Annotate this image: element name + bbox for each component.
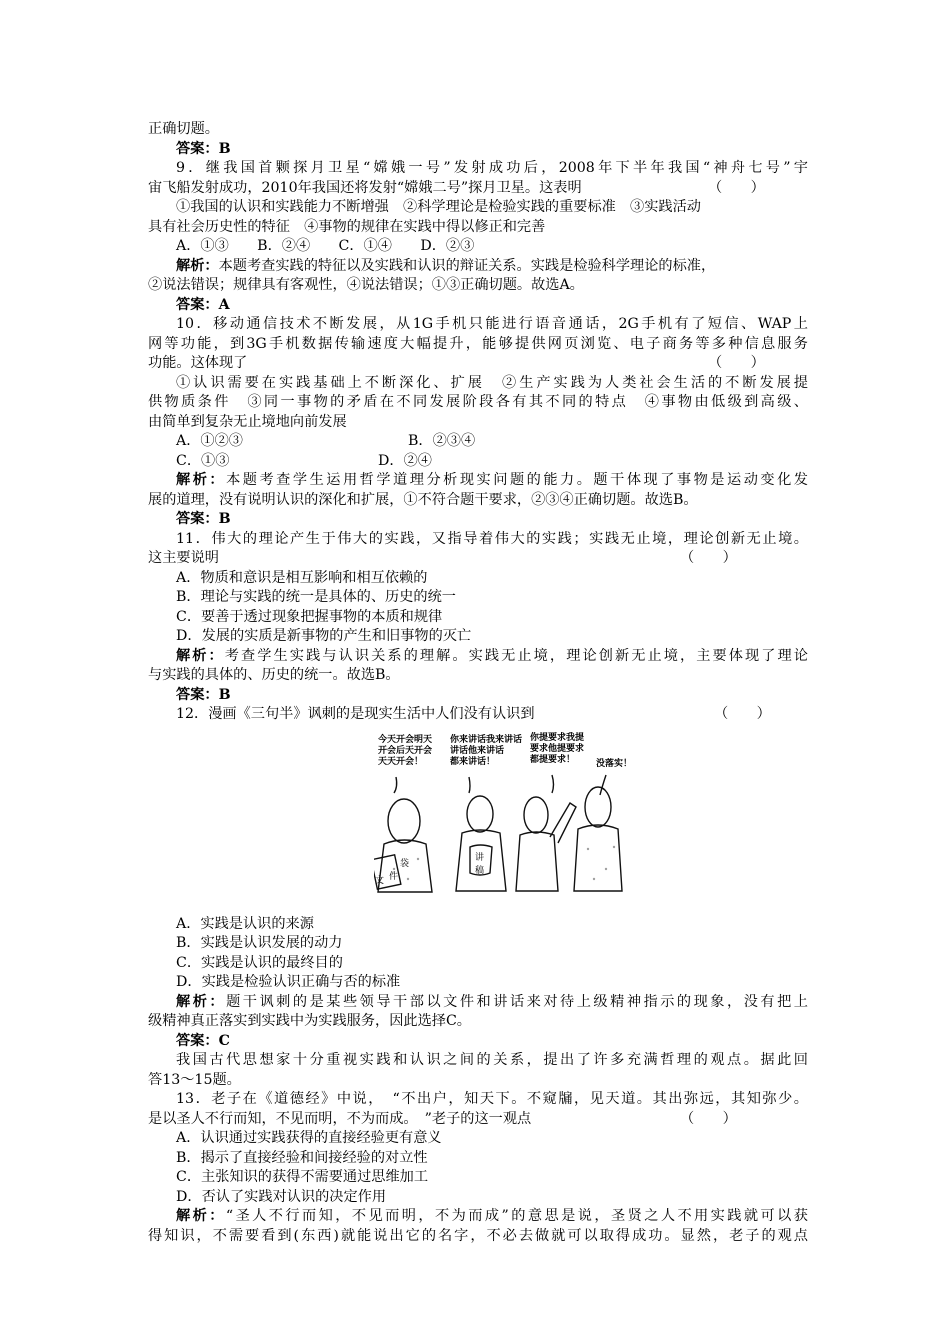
question-12-line: 12．漫画《三句半》讽刺的是现实生活中人们没有认识到 （ ） bbox=[176, 706, 771, 722]
analysis-11: 解析：考查学生实践与认识关系的理解。实践无止境，理论创新无止境，主要体现了理论 bbox=[176, 647, 808, 664]
analysis-10: 解析：本题考查学生运用哲学道理分析现实问题的能力。题干体现了事物是运动变化发 bbox=[176, 472, 808, 488]
question-11-line: 11．伟大的理论产生于伟大的实践，又指导着伟大的实践；实践无止境，理论创新无止境。 bbox=[176, 530, 808, 547]
analysis-12: 级精神真正落实到实践中为实践服务，因此选择C。 bbox=[148, 1013, 471, 1029]
text-line: 正确切题。 bbox=[148, 121, 219, 137]
intro-13-15: 答13～15题。 bbox=[148, 1071, 241, 1088]
option-b: B．揭示了直接经验和间接经验的对立性 bbox=[176, 1149, 428, 1166]
question-10-line: 10．移动通信技术不断发展，从1G手机只能进行语音通话，2G手机有了短信、WAP上 bbox=[176, 316, 808, 332]
cartoon-drawing bbox=[374, 729, 624, 909]
question-9-line: 9．继我国首颗探月卫星“嫦娥一号”发射成功后，2008年下半年我国“神舟七号”宇 bbox=[176, 160, 808, 176]
speech-bubble-2: 你来讲话我来讲话 讲话他来讲话 都来讲话！ bbox=[450, 734, 523, 767]
label-speech-draft: 讲 bbox=[475, 852, 485, 863]
answer-12: 答案：C bbox=[176, 1032, 230, 1049]
analysis-11: 与实践的具体的、历史的统一。故选B。 bbox=[148, 667, 400, 683]
analysis-13: 得知识，不需要看到(东西)就能说出它的名字，不必去做就可以取得成功。显然，老子的观点 bbox=[148, 1227, 808, 1244]
question-9-options: ①我国的认识和实践能力不断增强 ②科学理论是检验实践的重要标准 ③实践活动 bbox=[176, 199, 701, 215]
question-9-line: 宙飞船发射成功，2010年我国还将发射“嫦娥二号”探月卫星。这表明 （ ） bbox=[148, 179, 765, 196]
option-c: C．主张知识的获得不需要通过思维加工 bbox=[176, 1169, 429, 1185]
answer-11: 答案：B bbox=[176, 686, 231, 703]
question-13-line: 是以圣人不行而知，不见而明，不为而成。 ”老子的这一观点 （ ） bbox=[148, 1110, 737, 1127]
speech-bubble-3: 你提要求我提 要求他提要求 都提要求！ bbox=[530, 732, 585, 765]
question-9-options: 具有社会历史性的特征 ④事物的规律在实践中得以修正和完善 bbox=[148, 218, 546, 235]
question-10-options: 供物质条件 ③同一事物的矛盾在不同发展阶段各有其不同的特点 ④事物由低级到高级、 bbox=[148, 394, 808, 410]
option-d: D．实践是检验认识正确与否的标准 bbox=[176, 974, 401, 990]
question-10-options: 由简单到复杂无止境地向前发展 bbox=[148, 413, 347, 430]
option-a: A．认识通过实践获得的直接经验更有意义 bbox=[176, 1130, 442, 1146]
label-document: 件 bbox=[389, 871, 399, 882]
cartoon-three-and-half-sentences bbox=[148, 729, 808, 909]
analysis-12: 解析：题干讽刺的是某些领导干部以文件和讲话来对待上级精神指示的现象，没有把上 bbox=[176, 993, 808, 1010]
option-b: B．理论与实践的统一是具体的、历史的统一 bbox=[176, 589, 456, 605]
answer-8: 答案：B bbox=[176, 140, 231, 157]
option-d: D．否认了实践对认识的决定作用 bbox=[176, 1188, 387, 1205]
option-a: A．实践是认识的来源 bbox=[176, 915, 314, 932]
option-c: C．要善于透过现象把握事物的本质和规律 bbox=[176, 608, 443, 625]
speech-bubble-1: 今天开会明天 开会后天开会 天天开会！ bbox=[378, 734, 433, 767]
question-10-choices: A．①②③ B．②③④ bbox=[176, 433, 476, 449]
option-a: A．物质和意识是相互影响和相互依赖的 bbox=[176, 569, 428, 586]
option-b: B．实践是认识发展的动力 bbox=[176, 935, 343, 951]
option-c: C．实践是认识的最终目的 bbox=[176, 954, 343, 971]
answer-9: 答案：A bbox=[176, 296, 230, 313]
question-13-line: 13．老子在《道德经》中说， “不出户，知天下。不窥牖，见天道。其出弥远，其知弥少。 bbox=[176, 1091, 808, 1107]
question-10-line: 功能。这体现了 （ ） bbox=[148, 355, 765, 371]
label-speech-draft: 稿 bbox=[475, 865, 485, 876]
analysis-9: 解析：本题考查实践的特征以及实践和认识的辩证关系。实践是检验科学理论的标准， bbox=[176, 257, 716, 274]
question-10-line: 网等功能，到3G手机数据传输速度大幅提升，能够提供网页浏览、电子商务等多种信息服务 bbox=[148, 335, 808, 352]
question-10-options: ①认识需要在实践基础上不断深化、扩展 ②生产实践为人类社会生活的不断发展提 bbox=[176, 374, 808, 391]
label-document: 文 bbox=[375, 875, 385, 886]
question-11-line: 这主要说明 （ ） bbox=[148, 550, 737, 566]
speech-bubble-4: 没落实！ bbox=[596, 758, 633, 769]
analysis-10: 展的道理，没有说明认识的深化和扩展，①不符合题干要求，②③④正确切题。故选B。 bbox=[148, 491, 698, 508]
question-10-choices: C．①③ D．②④ bbox=[176, 452, 432, 469]
intro-13-15: 我国古代思想家十分重视实践和认识之间的关系，提出了许多充满哲理的观点。据此回 bbox=[176, 1052, 808, 1068]
document-page bbox=[148, 120, 808, 1246]
question-9-choices: A．①③ B．②④ C．①④ D．②③ bbox=[176, 238, 475, 254]
answer-10: 答案：B bbox=[176, 511, 231, 527]
label-document: 袋 bbox=[400, 858, 410, 869]
analysis-9: ②说法错误；规律具有客观性，④说法错误；①③正确切题。故选A。 bbox=[148, 277, 584, 293]
option-d: D．发展的实质是新事物的产生和旧事物的灭亡 bbox=[176, 628, 472, 644]
analysis-13: 解析：“圣人不行而知，不见而明，不为而成”的意思是说，圣贤之人不用实践就可以获 bbox=[176, 1208, 808, 1224]
